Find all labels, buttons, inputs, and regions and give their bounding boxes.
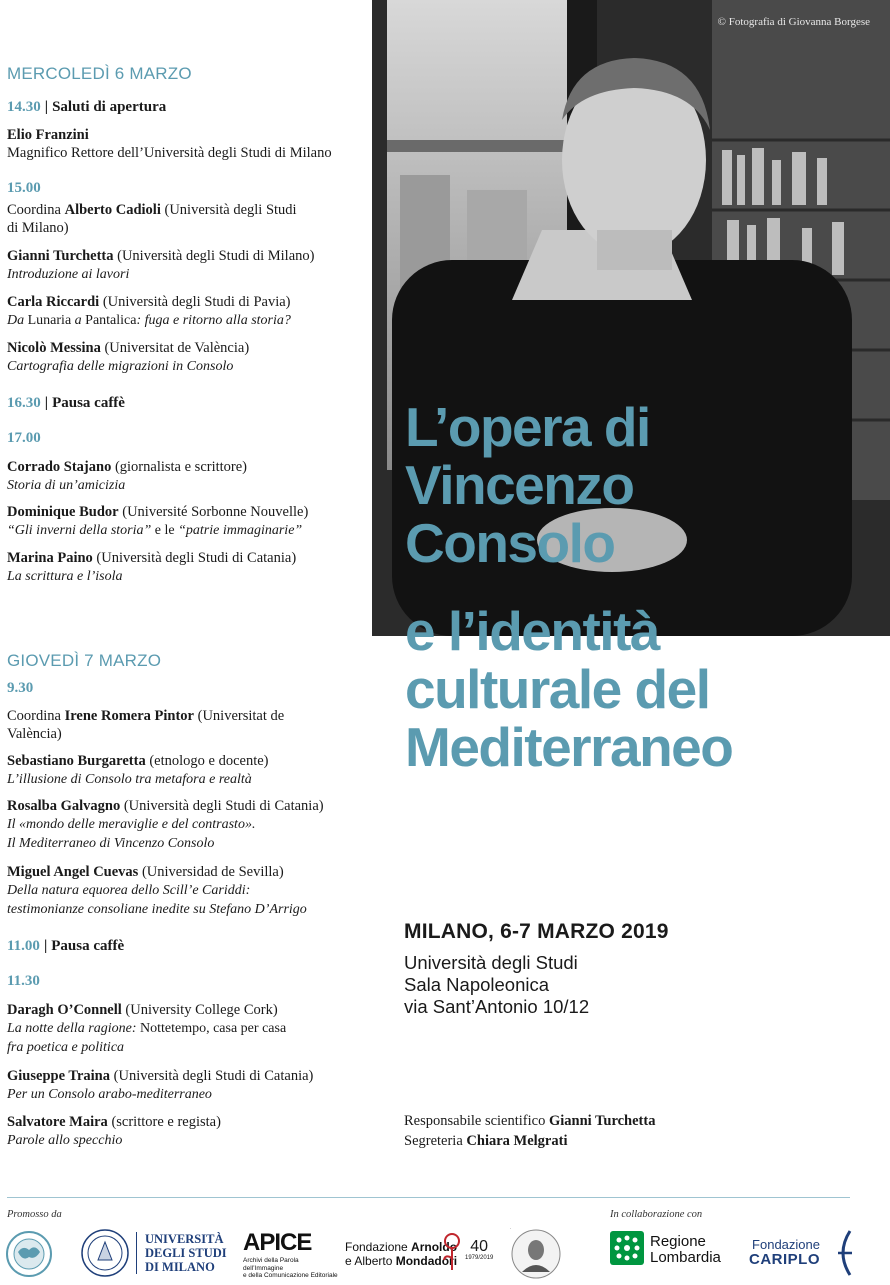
speaker-affiliation: (giornalista e scrittore): [111, 459, 248, 475]
event-credits: [404, 1111, 655, 1151]
apice-logo: [243, 1229, 338, 1280]
session-time: 15.00: [7, 180, 41, 196]
footer-divider: [7, 1197, 850, 1198]
title-line: e l’identità: [405, 600, 659, 662]
speaker-burgaretta: [7, 752, 367, 789]
break-session: 16.30 | Pausa caffè: [7, 395, 125, 411]
anniversary-number: 40: [470, 1238, 489, 1255]
speaker-messina: [7, 339, 367, 376]
credit-label: Segreteria: [404, 1133, 467, 1149]
title-part: La notte della ragione:: [7, 1021, 140, 1036]
title-part: Da: [7, 313, 28, 328]
association-logo: [510, 1228, 562, 1285]
speaker-budor: [7, 503, 367, 540]
event-venue: [404, 952, 669, 1018]
talk-title: Per un Consolo arabo-mediterraneo: [7, 1087, 212, 1102]
speaker-affiliation: (Università degli Studi di Pavia): [99, 294, 291, 310]
chair-cadioli: [7, 201, 367, 237]
speaker-affiliation-cont: València): [7, 726, 62, 742]
unimi-wordmark: [136, 1232, 227, 1274]
opening-session: 14.30 | Saluti di apertura: [7, 99, 167, 115]
talk-title: Introduzione ai lavori: [7, 267, 130, 282]
day2-heading: GIOVEDÌ 7 MARZO: [7, 651, 162, 670]
rosa-camuna-icon: [610, 1231, 644, 1265]
speaker-name: Corrado Stajano: [7, 459, 112, 475]
session-time: 17.00: [7, 430, 41, 446]
speaker-traina: [7, 1067, 367, 1104]
collaboration-label: In collaborazione con: [610, 1209, 703, 1220]
title-line: culturale del: [405, 658, 710, 720]
unimi-line: UNIVERSITÀ: [145, 1232, 224, 1246]
title-part: : fuga e ritorno alla storia?: [136, 313, 291, 328]
speaker-name: Irene Romera Pintor: [64, 708, 194, 724]
anniversary-years: 1979/2019: [465, 1255, 494, 1261]
apice-wordmark: APICE: [243, 1229, 312, 1256]
talk-title-cont: fra poetica e politica: [7, 1040, 125, 1055]
speaker-affiliation: (University College Cork): [121, 1002, 278, 1018]
fond-text: Arnoldo: [411, 1240, 458, 1254]
promoted-by-label: Promosso da: [7, 1209, 62, 1220]
university-seal-icon: [80, 1228, 130, 1278]
cariplo-line: Fondazione: [752, 1237, 820, 1252]
speaker-affiliation: (Universidad de Sevilla): [138, 864, 284, 880]
title-part: Pantalica: [85, 313, 137, 328]
session-time: 11.30: [7, 973, 40, 989]
credit-name: Chiara Melgrati: [466, 1133, 568, 1149]
talk-title-cont: testimonianze consoliane inedite su Stefano D’Arrigo: [7, 902, 307, 917]
talk-title-cont: Il Mediterraneo di Vincenzo Consolo: [7, 836, 215, 851]
title-part: a: [71, 313, 86, 328]
speaker-name: Elio Franzini: [7, 127, 89, 143]
credit-name: Gianni Turchetta: [548, 1113, 656, 1129]
speaker-affiliation: (Universitat de València): [100, 340, 250, 356]
event-date: MILANO, 6-7 MARZO 2019: [404, 920, 669, 943]
association-portrait-icon: [510, 1228, 562, 1280]
chair-romera: [7, 707, 367, 743]
association-name: [510, 1228, 511, 1229]
speaker-name: Salvatore Maira: [7, 1114, 108, 1130]
speaker-affiliation: (Université Sorbonne Nouvelle): [118, 504, 309, 520]
speaker-cuevas: [7, 863, 367, 919]
regione-lombardia-logo: [610, 1231, 644, 1270]
speaker-affiliation: (etnologo e docente): [145, 753, 269, 769]
title-line: Vincenzo: [405, 454, 634, 516]
speaker-name: Miguel Angel Cuevas: [7, 864, 139, 880]
speaker-oconnell: [7, 1001, 367, 1057]
speaker-name: Sebastiano Burgaretta: [7, 753, 146, 769]
speaker-affiliation: (Universitat de: [193, 708, 285, 724]
title-line: L’opera di: [405, 396, 650, 458]
speaker-name: Alberto Cadioli: [64, 202, 161, 218]
event-title: [405, 398, 732, 776]
fond-text: e Alberto: [345, 1254, 396, 1268]
regione-line: Regione: [650, 1233, 706, 1250]
fond-text: Fondazione: [345, 1240, 412, 1254]
cariplo-wordmark: [749, 1238, 820, 1268]
credit-label: Responsabile scientifico: [404, 1113, 549, 1129]
speaker-name: Giuseppe Traina: [7, 1068, 111, 1084]
cariplo-mark-icon: [832, 1228, 854, 1283]
talk-title: L’illusione di Consolo tra metafora e realtà: [7, 772, 252, 787]
scientific-lead: [404, 1111, 655, 1131]
speaker-franzini: [7, 126, 367, 162]
anniversary-badge: [465, 1238, 493, 1261]
break-time: 16.30: [7, 395, 41, 411]
opening-label: Saluti di apertura: [52, 99, 167, 115]
unimi-seal-logo: [80, 1228, 130, 1283]
speaker-affiliation: (Università degli Studi: [160, 202, 297, 218]
venue-line: Università degli Studi: [404, 952, 578, 973]
break-label: Pausa caffè: [52, 395, 125, 411]
title-part: Nottetempo, casa per casa: [140, 1021, 287, 1036]
talk-title: Della natura equorea dello Scill’e Cariddi:: [7, 883, 251, 898]
speaker-name: Daragh O’Connell: [7, 1002, 122, 1018]
globe-icon: [5, 1230, 53, 1278]
speaker-name: Rosalba Galvagno: [7, 798, 121, 814]
day1-heading: MERCOLEDÌ 6 MARZO: [7, 64, 192, 83]
speaker-riccardi: [7, 293, 367, 330]
globe-seal-logo: [5, 1230, 53, 1283]
break-label: Pausa caffè: [51, 938, 125, 954]
secretariat: [404, 1131, 655, 1151]
fond-text: Mondadori: [395, 1254, 458, 1268]
talk-title: Storia di un’amicizia: [7, 478, 126, 493]
speaker-paino: [7, 549, 367, 586]
speaker-stajano: [7, 458, 367, 495]
break-time: 11.00: [7, 938, 40, 954]
speaker-affiliation: (Università degli Studi di Catania): [110, 1068, 314, 1084]
title-line: Mediterraneo: [405, 716, 733, 778]
speaker-galvagno: [7, 797, 367, 853]
title-line: Consolo: [405, 512, 615, 574]
venue-line: Sala Napoleonica: [404, 974, 550, 995]
talk-title: [7, 1021, 286, 1036]
apice-sub: e della Comunicazione Editoriale: [243, 1272, 338, 1279]
speaker-name: Nicolò Messina: [7, 340, 101, 356]
speaker-role: Magnifico Rettore dell’Università degli Studi di Milano: [7, 145, 332, 161]
title-part: “patrie immaginarie”: [178, 523, 303, 538]
chair-prefix: Coordina: [7, 708, 65, 724]
cariplo-line: CARIPLO: [749, 1251, 820, 1268]
title-part: e le: [151, 523, 179, 538]
photo-credit: © Fotografia di Giovanna Borgese: [717, 16, 870, 28]
unimi-line: DEGLI STUDI: [145, 1246, 227, 1260]
talk-title: Parole allo specchio: [7, 1133, 123, 1148]
speaker-name: Gianni Turchetta: [7, 248, 114, 264]
speaker-affiliation: (scrittore e regista): [107, 1114, 221, 1130]
talk-title: [7, 523, 302, 538]
title-part: Lunaria: [27, 313, 72, 328]
event-info: [404, 920, 669, 1018]
speaker-name: Dominique Budor: [7, 504, 119, 520]
speaker-affiliation: (Università degli Studi di Milano): [113, 248, 315, 264]
speaker-affiliation: (Università degli Studi di Catania): [120, 798, 324, 814]
title-part: “Gli inverni della storia”: [7, 523, 152, 538]
unimi-line: DI MILANO: [145, 1260, 215, 1274]
speaker-turchetta: [7, 247, 367, 284]
speaker-maira: [7, 1113, 367, 1150]
opening-time: 14.30: [7, 99, 41, 115]
venue-line: via Sant’Antonio 10/12: [404, 996, 590, 1017]
regione-wordmark: [650, 1234, 721, 1266]
break-session: 11.00 | Pausa caffè: [7, 938, 125, 954]
session-time: 9.30: [7, 680, 34, 696]
talk-title: La scrittura e l’isola: [7, 569, 123, 584]
talk-title: Cartografia delle migrazioni in Consolo: [7, 359, 234, 374]
apice-sub: Archivi della Parola: [243, 1257, 299, 1264]
talk-title: [7, 313, 291, 328]
rose-icon: [441, 1232, 463, 1277]
speaker-name: Marina Paino: [7, 550, 93, 566]
talk-title: Il «mondo delle meraviglie e del contrasto».: [7, 817, 256, 832]
chair-prefix: Coordina: [7, 202, 65, 218]
speaker-name: Carla Riccardi: [7, 294, 100, 310]
speaker-affiliation: (Università degli Studi di Catania): [92, 550, 297, 566]
regione-line: Lombardia: [650, 1249, 721, 1266]
speaker-affiliation-cont: di Milano): [7, 220, 69, 236]
apice-sub: dell’Immagine: [243, 1264, 284, 1272]
